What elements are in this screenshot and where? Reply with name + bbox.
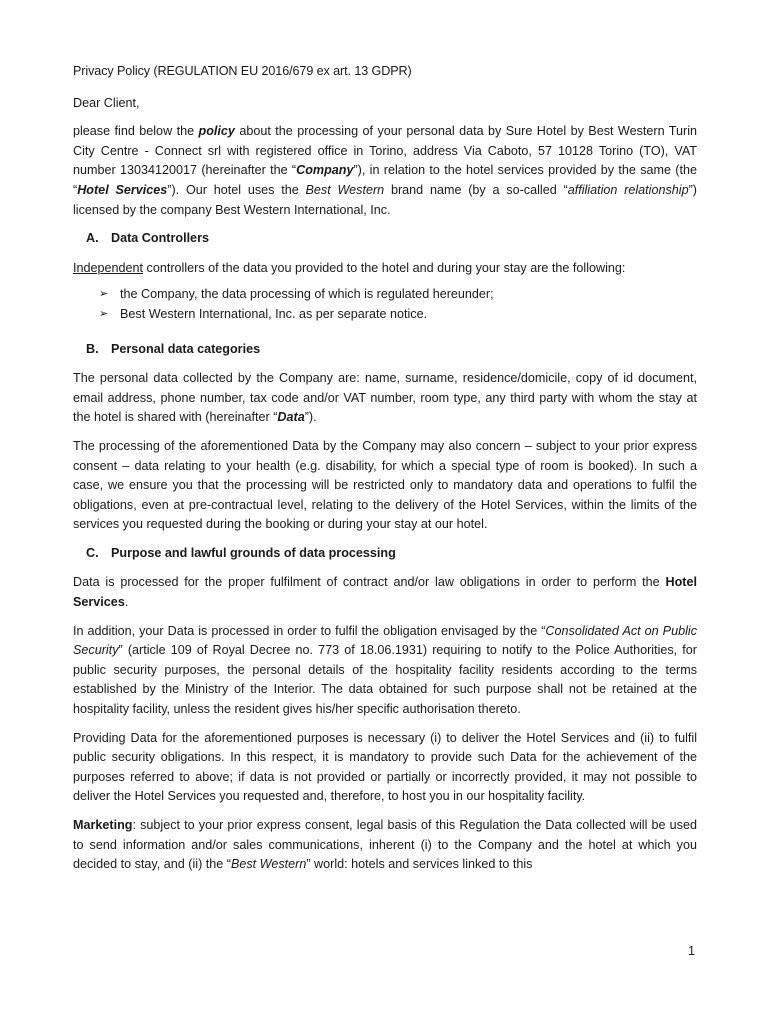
section-letter: B. bbox=[86, 341, 99, 356]
purpose-paragraph bbox=[73, 573, 697, 612]
arrow-bullet-icon: ➢ bbox=[99, 307, 109, 320]
arrow-bullet-icon: ➢ bbox=[99, 288, 109, 301]
health-data-paragraph: The processing of the aforementioned Data by the Company may also concern – subject to your prior express consent – data relating to your health (e.g. disability, for which a special type of room is booked). In such a case, we ensure you that the processing will be restricted only to mandatory data and operations to fulfil the obligations, even at pre-contractual level, relating to the delivery of the Hotel Services, within the limits of the services you requested during the booking or during your stay at our hotel. bbox=[73, 438, 697, 532]
paragraph-text: In addition, your Data is processed in order to fulfil the obligation envisaged by the “ bbox=[73, 623, 546, 638]
section-letter: A. bbox=[86, 231, 99, 246]
mandatory-data-paragraph: Providing Data for the aforementioned purposes is necessary (i) to deliver the Hotel Services and (ii) to fulfil public security obligations. In this respect, it is mandatory to provide such Data for the achievement of the purposes referred to above; if data is not provided or partially or incorrectly provided, it may not possible to deliver the Hotel Services you requested and, therefore, to host you in our hospitality facility. bbox=[73, 730, 697, 804]
section-letter: C. bbox=[86, 545, 99, 560]
intro-paragraph bbox=[73, 122, 697, 220]
section-title: Purpose and lawful grounds of data processing bbox=[111, 545, 396, 560]
best-western-term: Best Western bbox=[305, 182, 385, 197]
controllers-paragraph bbox=[73, 259, 697, 279]
list-item-text: Best Western International, Inc. as per separate notice. bbox=[120, 306, 428, 321]
page-number: 1 bbox=[687, 944, 695, 959]
section-b-heading bbox=[73, 340, 697, 360]
marketing-term: Marketing bbox=[73, 818, 133, 832]
intro-text: brand name (by a so-called “ bbox=[384, 182, 568, 197]
list-item-text: the Company, the data processing of which is regulated hereunder; bbox=[120, 287, 494, 302]
section-title: Personal data categories bbox=[111, 341, 261, 356]
intro-text: ”), in relation to the hotel services provided by the same (the “ bbox=[73, 163, 698, 197]
list-item bbox=[99, 285, 697, 305]
controllers-text: controllers of the data you provided to the hotel and during your stay are the following: bbox=[143, 260, 626, 275]
paragraph-text: The personal data collected by the Company are: name, surname, residence/domicile, copy of id document, email address, phone number, tax code and/or VAT number, room type, any third party with whom the stay at the hotel is shared with (hereinafter “ bbox=[73, 371, 697, 425]
paragraph-text: ”). bbox=[304, 410, 317, 425]
paragraph-text: : subject to your prior express consent, legal basis of this Regulation the Data collected will be used to send information and/or sales communications, inherent (i) to the Company and the hotel at which you decided to stay, and (ii) the “ bbox=[73, 818, 697, 872]
consolidated-act-term: Consolidated Act on Public Security bbox=[73, 623, 697, 658]
intro-text: ”). Our hotel uses the bbox=[167, 182, 306, 197]
independent-term: Independent bbox=[73, 260, 144, 275]
affiliation-term: affiliation relationship bbox=[567, 182, 689, 197]
paragraph-text: Data is processed for the proper fulfilment of contract and/or law obligations in order to perform the bbox=[73, 575, 666, 590]
intro-text: please find below the bbox=[73, 124, 199, 139]
public-security-paragraph bbox=[73, 622, 697, 720]
section-c-heading bbox=[73, 544, 697, 564]
intro-text: ”) licensed by the company Best Western International, Inc. bbox=[73, 182, 697, 217]
marketing-paragraph bbox=[73, 816, 697, 875]
data-categories-paragraph bbox=[73, 369, 697, 428]
salutation: Dear Client, bbox=[73, 95, 140, 110]
controllers-list bbox=[73, 285, 697, 324]
best-western-term: Best Western bbox=[230, 857, 307, 872]
intro-text: about the processing of your personal data by Sure Hotel by Best Western Turin City Centre - Connect srl with registered office in Torino, address Via Caboto, 57 10128 Torino (TO), VAT number 13034120017 (hereinafter the “ bbox=[73, 124, 697, 178]
paragraph-text: ” world: hotels and services linked to this bbox=[306, 857, 533, 872]
document-title: Privacy Policy (REGULATION EU 2016/679 ex art. 13 GDPR) bbox=[73, 64, 412, 78]
list-item bbox=[99, 305, 697, 325]
hotel-services-term: Hotel Services bbox=[77, 182, 168, 197]
policy-term: policy bbox=[198, 124, 235, 139]
company-term: Company bbox=[296, 163, 354, 178]
hotel-services-term: Hotel Services bbox=[73, 575, 697, 610]
paragraph-text: ” (article 109 of Royal Decree no. 773 of 18.06.1931) requiring to notify to the Police Authorities, for public security purposes, the personal details of the hospitality facility residents according to the terms established by the Ministry of the Interior. The data obtained for such purpose shall not be retained at the hospitality facility, unless the resident gives his/her specific authorisation thereto. bbox=[73, 643, 697, 717]
section-a-heading bbox=[73, 229, 697, 249]
data-term: Data bbox=[277, 410, 305, 425]
paragraph-text: . bbox=[124, 595, 129, 610]
section-title: Data Controllers bbox=[111, 231, 209, 246]
